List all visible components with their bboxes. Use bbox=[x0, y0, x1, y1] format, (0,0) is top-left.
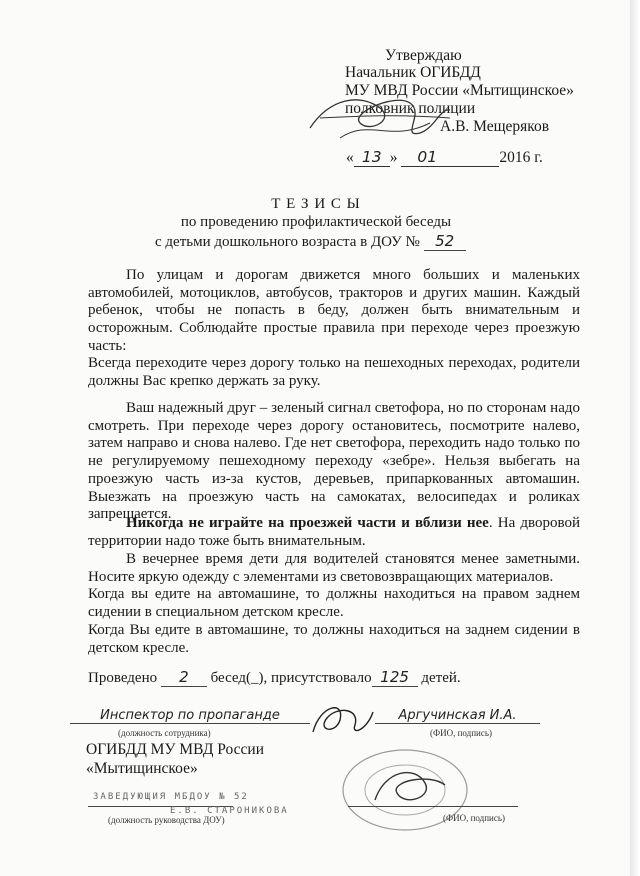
document-subtitle-dou bbox=[155, 232, 466, 251]
staff-signature bbox=[305, 700, 380, 742]
attendees-count: 125 bbox=[372, 668, 418, 687]
staff-position-handwritten: Инспектор по пропаганде bbox=[70, 708, 310, 724]
paragraph-3: Ваш надежный друг – зеленый сигнал светофора, но по сторонам надо смотреть. При переходе через дорогу остановитесь, посмотрите налево, затем направо и снова налево. Где нет светофора, переходить надо только по не регулируемому пешеходному переходу «зебре». Нельзя выбегать на проезжую часть из-за кустов, деревьев, припаркованных автомашин. Выезжать на проезжую часть на самокатах, велосипедах и роликах запрещается. bbox=[88, 400, 580, 523]
head-name-caption: (ФИО, подпись) bbox=[443, 813, 505, 823]
approval-organization: МУ МВД России «Мытищинское» bbox=[345, 82, 574, 99]
paragraph-5: В вечернее время дети для водителей становятся менее заметными. Носите яркую одежду с элементами из световозвращающих материалов. bbox=[88, 551, 580, 585]
head-position-caption: (должность руководства ДОУ) bbox=[108, 815, 225, 825]
department-line-1: ОГИБДД МУ МВД России bbox=[86, 741, 265, 758]
approval-rank: полковник полиции bbox=[345, 100, 476, 117]
document-subtitle: по проведению профилактической беседы bbox=[180, 214, 452, 230]
staff-name-caption: (ФИО, подпись) bbox=[430, 728, 492, 738]
dou-number: 52 bbox=[424, 232, 466, 251]
document-title: Т Е З И С Ы bbox=[271, 196, 361, 212]
head-name-underline bbox=[348, 806, 518, 807]
paragraph-1: По улицам и дорогам движется много больших и маленьких автомобилей, мотоциклов, автобусов, тракторов и других машин. Каждый ребенок, чтобы не попасть в беду, должен быть внимательным и осторожным. Соблюдайте простые правила при переходе через проезжую часть: bbox=[88, 267, 580, 354]
approver-signature bbox=[300, 88, 460, 148]
warning-bold: Никогда не играйте на проезжей части и вблизи нее bbox=[126, 515, 489, 531]
summary-line: Проведено 2 бесед(_), присутствовало 125 детей. bbox=[88, 668, 461, 686]
paragraph-2: Всегда переходите через дорогу только на пешеходных переходах, родители должны Вас крепко держать за руку. bbox=[88, 355, 580, 389]
paragraph-4: Никогда не играйте на проезжей части и вблизи нее. На дворовой территории надо тоже быть внимательным. bbox=[88, 515, 580, 549]
conversations-count: 2 bbox=[161, 668, 207, 687]
date-day: 13 bbox=[354, 148, 390, 167]
approval-title: Утверждаю bbox=[385, 47, 462, 64]
page-edge-shadow bbox=[630, 0, 640, 876]
approval-position: Начальник ОГИБДД bbox=[345, 64, 481, 81]
department-line-2: «Мытищинское» bbox=[86, 760, 198, 777]
date-month: 01 bbox=[401, 148, 499, 167]
head-stamp-line-1: ЗАВЕДУЮЩИЯ МБДОУ № 52 bbox=[93, 792, 249, 802]
paragraph-7: Когда Вы едите в автомашине, то должны находиться на заднем сидении в детском кресле. bbox=[88, 622, 580, 656]
head-stamp-line-2: Е.В. СТАРОНИКОВА bbox=[170, 806, 289, 816]
dou-prefix: с детьми дошкольного возраста в ДОУ № bbox=[155, 234, 420, 250]
staff-position-caption: (должность сотрудника) bbox=[118, 728, 211, 738]
approval-date: « 13 » 01 2016 г. bbox=[346, 148, 543, 166]
approval-name: А.В. Мещеряков bbox=[440, 118, 550, 135]
date-year: 2016 г. bbox=[499, 149, 543, 166]
paragraph-6: Когда вы едите на автомашине, то должны находиться на правом заднем сидении в специальном детском кресле. bbox=[88, 586, 580, 620]
staff-name-handwritten: Аргучинская И.А. bbox=[375, 708, 540, 724]
